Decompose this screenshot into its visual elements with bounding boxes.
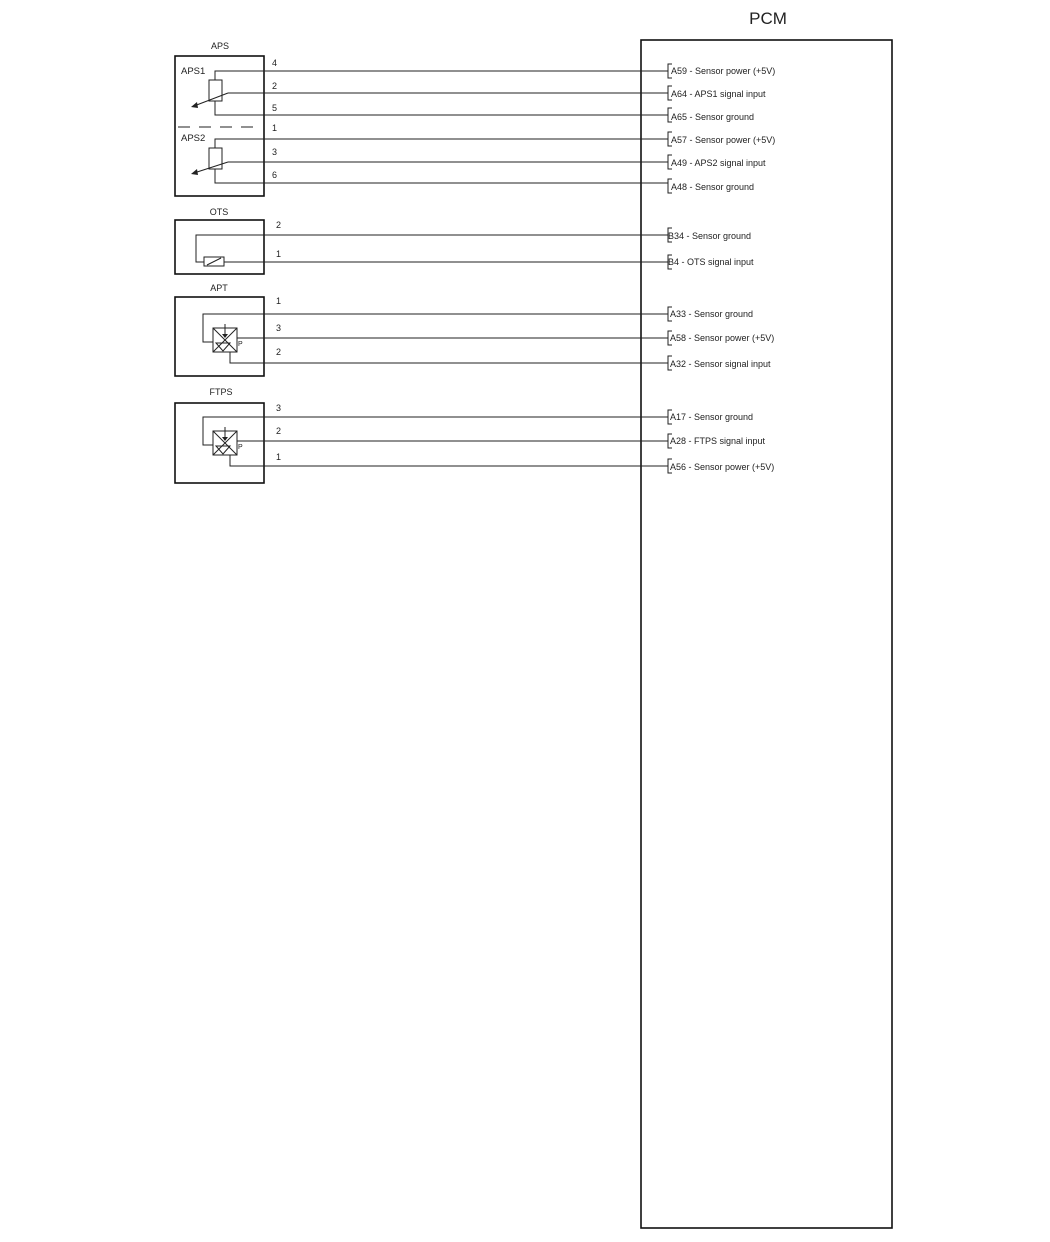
pcm-terminal-a58: A58 - Sensor power (+5V) [670,333,775,343]
aps-pin-5: 5 [272,103,278,113]
pcm-terminal-a64: A64 - APS1 signal input [671,89,766,99]
ftps-box [175,403,264,483]
ots-thermistor-icon [196,235,264,266]
aps1-label: APS1 [181,66,206,77]
apt-pin-1: 1 [276,296,282,306]
pcm-terminal-a33: A33 - Sensor ground [670,309,754,319]
ots-title: OTS [209,207,229,217]
pcm-terminal-a48: A48 - Sensor ground [671,182,755,192]
ftps-pressure-sensor-icon [203,417,264,466]
ots-pin-2: 2 [276,220,282,230]
ots-sensor [175,207,754,274]
apt-sensor [175,283,774,376]
aps2-potentiometer-icon [191,139,264,183]
ftps-sensor [175,387,774,483]
pcm-terminal-a65: A65 - Sensor ground [671,112,755,122]
aps-box [175,56,264,196]
pcm-terminal-a49: A49 - APS2 signal input [671,158,766,168]
pcm-module-box [641,40,892,1228]
pcm-title: PCM [749,9,787,28]
apt-pin-2: 2 [276,347,282,357]
ftps-pin-3: 3 [276,403,282,413]
aps-pin-2: 2 [272,81,278,91]
pcm-terminal-a56: A56 - Sensor power (+5V) [670,462,775,472]
pcm-terminal-a17: A17 - Sensor ground [670,412,754,422]
apt-box [175,297,264,376]
aps-sensor [175,41,775,196]
aps-title: APS [210,41,230,51]
aps-pin-1: 1 [272,123,278,133]
pcm-terminal-a32: A32 - Sensor signal input [670,359,771,369]
apt-title: APT [210,283,228,293]
pcm-terminal-b34: B34 - Sensor ground [668,231,752,241]
pcm-terminal-a28: A28 - FTPS signal input [670,436,766,446]
apt-pin-3: 3 [276,323,282,333]
aps-pin-4: 4 [272,58,278,68]
ftps-pin-1: 1 [276,452,282,462]
apt-p-symbol: P [238,341,243,348]
aps-pin-3: 3 [272,147,278,157]
pcm-terminal-a57: A57 - Sensor power (+5V) [671,135,776,145]
ftps-p-symbol: P [238,444,243,451]
apt-pressure-sensor-icon [203,314,264,363]
aps1-potentiometer-icon [191,71,264,115]
aps-pin-6: 6 [272,170,278,180]
pcm-terminal-a59: A59 - Sensor power (+5V) [671,66,776,76]
ftps-pin-2: 2 [276,426,282,436]
ots-pin-1: 1 [276,249,282,259]
ftps-title: FTPS [209,387,233,397]
aps2-label: APS2 [181,133,206,144]
pcm-terminal-b4: B4 - OTS signal input [668,257,754,267]
